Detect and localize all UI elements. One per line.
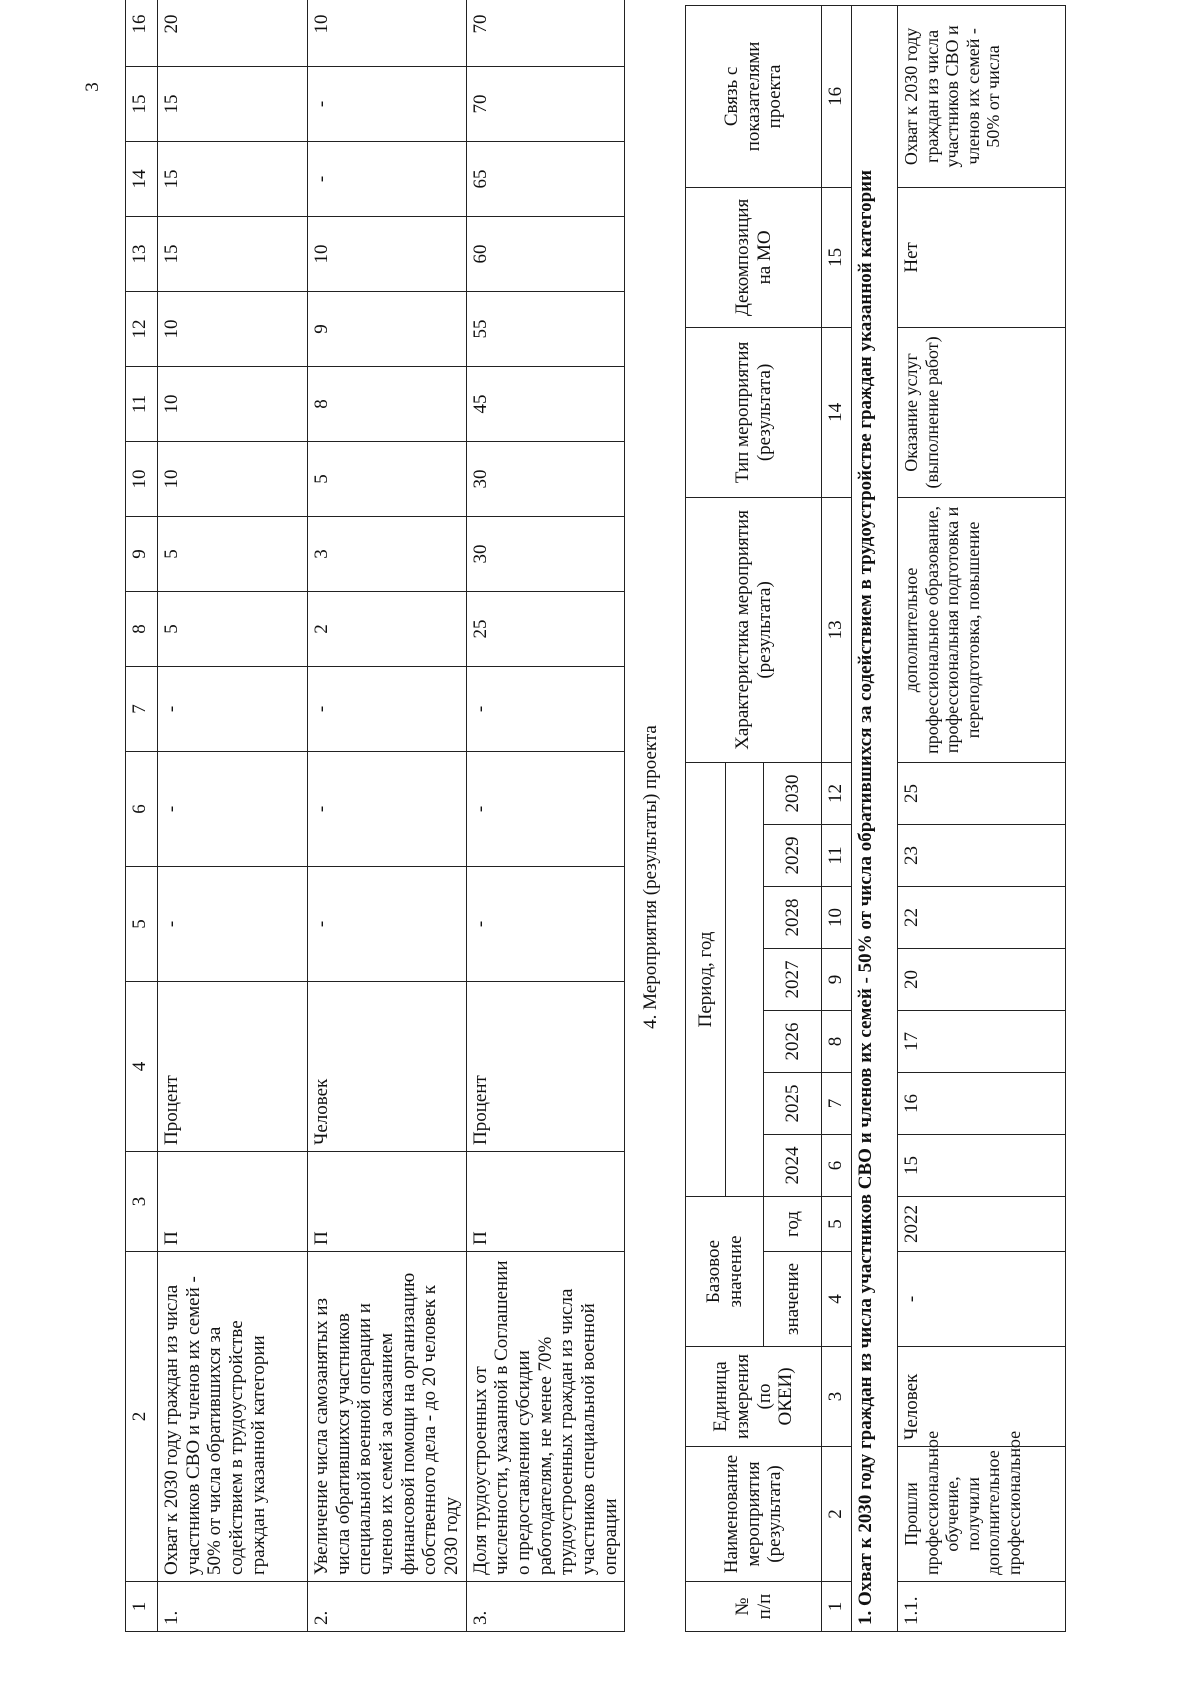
header-link: Связь с показателями проекта [686, 5, 822, 187]
cell-value: 20 [158, 0, 308, 67]
year-value: 20 [898, 948, 1066, 1010]
table-header-row [126, 0, 158, 1632]
cell-value: 30 [466, 517, 625, 592]
col-number: 9 [126, 517, 158, 592]
base-value: - [898, 1252, 1066, 1347]
measure-type: Оказание услуг (выполнение работ) [898, 327, 1066, 497]
year-value: 15 [898, 1134, 1066, 1196]
measure-link: Охват к 2030 году граждан из числа участников СВО и членов их семей - 50% от числа [898, 5, 1066, 187]
cell-value: 10 [308, 217, 467, 292]
row-number: 1. [158, 1582, 308, 1632]
cell-value: - [308, 752, 467, 867]
cell-value: 9 [308, 292, 467, 367]
cell-value: - [466, 667, 625, 752]
table-row [898, 5, 1066, 1631]
year-value: 17 [898, 1010, 1066, 1072]
header-type: Тип мероприятия (результата) [686, 327, 822, 497]
cell-value: - [158, 867, 308, 982]
header-year: 2028 [764, 886, 822, 948]
cell-value: 5 [308, 442, 467, 517]
cell-value: 10 [158, 292, 308, 367]
header-year: 2030 [764, 762, 822, 824]
col-number: 14 [822, 327, 852, 497]
header-year: 2029 [764, 824, 822, 886]
cell-value: 2 [308, 592, 467, 667]
col-number: 10 [126, 442, 158, 517]
col-number: 15 [822, 187, 852, 327]
cell-value: - [308, 142, 467, 217]
cell-value: 60 [466, 217, 625, 292]
col-number: 3 [822, 1347, 852, 1447]
col-number: 9 [822, 948, 852, 1010]
cell-value: 10 [308, 0, 467, 67]
cell-value: 5 [158, 592, 308, 667]
header-characteristic: Характеристика мероприятия (результата) [686, 497, 822, 762]
cell-value: 45 [466, 367, 625, 442]
header-period: Период, год [686, 762, 726, 1196]
measure-characteristic: дополнительное профессиональное образование, профессиональная подготовка и переподготовка, повышение [898, 497, 1066, 762]
header-num: № п/п [686, 1582, 822, 1632]
col-number: 16 [126, 0, 158, 67]
col-number: 7 [822, 1072, 852, 1134]
cell-value: 5 [158, 517, 308, 592]
cell-value: 25 [466, 592, 625, 667]
row-number: 1.1. [898, 1582, 1066, 1632]
col-number: 16 [822, 5, 852, 187]
cell-value: - [158, 667, 308, 752]
page-number: 3 [82, 82, 103, 92]
header-unit: Единица измерения (по ОКЕИ) [686, 1347, 822, 1447]
year-value: 22 [898, 886, 1066, 948]
section-row-title: 1. Охват к 2030 году граждан из числа участников СВО и членов их семей - 50% от числа обратившихся за содействием в трудоустройстве граждан указанной категории [852, 5, 898, 1631]
cell-value: 10 [158, 442, 308, 517]
header-year: 2026 [764, 1010, 822, 1072]
col-number: 5 [822, 1196, 852, 1251]
header-period-spacer [726, 762, 764, 1196]
indicator-name: Доля трудоустроенных от численности, указанной в Соглашении о предоставлении субсидии работодателям, не менее 70% трудоустроенных граждан из числа участников специальной военной операции [466, 1252, 625, 1582]
table-row [308, 0, 467, 1632]
cell-value: 70 [466, 0, 625, 67]
table-row [158, 0, 308, 1632]
measures-table [685, 5, 1066, 1632]
col-number: 11 [822, 824, 852, 886]
indicator-unit: Процент [466, 982, 625, 1152]
col-number: 12 [126, 292, 158, 367]
indicator-level: П [466, 1152, 625, 1252]
cell-value: 15 [158, 67, 308, 142]
cell-value: - [308, 867, 467, 982]
cell-value: - [158, 752, 308, 867]
header-base: Базовое значение [686, 1196, 764, 1346]
col-number: 1 [822, 1582, 852, 1632]
header-year: 2024 [764, 1134, 822, 1196]
col-number: 13 [822, 497, 852, 762]
cell-value: - [308, 67, 467, 142]
cell-value: 3 [308, 517, 467, 592]
cell-value: 30 [466, 442, 625, 517]
col-number: 4 [822, 1252, 852, 1347]
col-number: 5 [126, 867, 158, 982]
col-number: 6 [126, 752, 158, 867]
cell-value: 15 [158, 142, 308, 217]
column-number-row [822, 5, 852, 1631]
col-number: 2 [822, 1447, 852, 1582]
year-value: 16 [898, 1072, 1066, 1134]
col-number: 12 [822, 762, 852, 824]
indicator-unit: Процент [158, 982, 308, 1152]
cell-value: 10 [158, 367, 308, 442]
col-number: 14 [126, 142, 158, 217]
indicator-level: П [308, 1152, 467, 1252]
indicator-name: Охват к 2030 году граждан из числа участников СВО и членов их семей - 50% от числа обратившихся за содействием в трудоустройстве граждан указанной категории [158, 1252, 308, 1582]
header-decomposition: Декомпозиция на МО [686, 187, 822, 327]
cell-value: 55 [466, 292, 625, 367]
col-number: 2 [126, 1252, 158, 1582]
base-year: 2022 [898, 1196, 1066, 1251]
header-base-value: значение [764, 1252, 822, 1347]
measure-decomposition: Нет [898, 187, 1066, 327]
year-value: 25 [898, 762, 1066, 824]
col-number: 11 [126, 367, 158, 442]
cell-value: 70 [466, 67, 625, 142]
measure-name: Прошли профессиональное обучение, получили дополнительное профессиональное [898, 1447, 1066, 1582]
col-number: 10 [822, 886, 852, 948]
section-title: 4. Мероприятия (результаты) проекта [640, 725, 661, 1029]
indicator-level: П [158, 1152, 308, 1252]
col-number: 7 [126, 667, 158, 752]
cell-value: 15 [158, 217, 308, 292]
cell-value: 8 [308, 367, 467, 442]
col-number: 4 [126, 982, 158, 1152]
table-row [466, 0, 625, 1632]
col-number: 8 [126, 592, 158, 667]
header-year: 2025 [764, 1072, 822, 1134]
header-year: 2027 [764, 948, 822, 1010]
year-value: 23 [898, 824, 1066, 886]
indicators-table [125, 0, 625, 1632]
col-number: 8 [822, 1010, 852, 1072]
indicator-unit: Человек [308, 982, 467, 1152]
measure-unit: Человек [898, 1347, 1066, 1447]
table-header-row [686, 5, 726, 1631]
indicator-name: Увеличение числа самозанятых из числа обратившихся участников специальной военной операции и членов их семей за оказанием финансовой помощи на организацию собственного дела - до 20 человек к 2030 году [308, 1252, 467, 1582]
col-number: 3 [126, 1152, 158, 1252]
cell-value: - [308, 667, 467, 752]
col-number: 13 [126, 217, 158, 292]
col-number: 15 [126, 67, 158, 142]
col-number: 1 [126, 1582, 158, 1632]
cell-value: - [466, 752, 625, 867]
header-name: Наименование мероприятия (результата) [686, 1447, 822, 1582]
header-base-year: год [764, 1196, 822, 1251]
cell-value: - [466, 867, 625, 982]
row-number: 2. [308, 1582, 467, 1632]
section-row [852, 5, 898, 1631]
col-number: 6 [822, 1134, 852, 1196]
cell-value: 65 [466, 142, 625, 217]
row-number: 3. [466, 1582, 625, 1632]
